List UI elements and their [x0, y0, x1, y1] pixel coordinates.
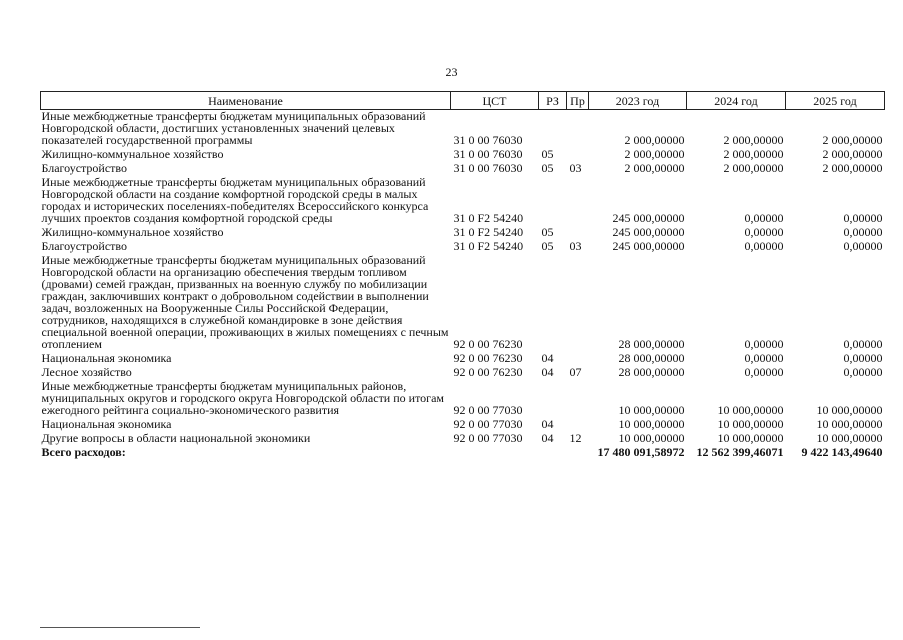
cell-pr [567, 254, 589, 352]
cell-y2023: 2 000,00000 [624, 133, 685, 147]
cell-pr [567, 176, 589, 226]
table-row [41, 418, 885, 432]
cell-name: Иные межбюджетные трансферты бюджетам муниципальных образований Новгородской области на создание комфортной городской среды в малых городах и исторических поселениях-победителях Всероссийского конкурса лучших проектов создания комфортной городской среды [41, 175, 429, 225]
cell-rz: 05 [541, 147, 554, 161]
cell-name: Иные межбюджетные трансферты бюджетам муниципальных образований Новгородской области на организацию обеспечения твердым топливом (дровами) семей граждан, призванных на военную службу по мобилизации граждан, заключивших контракт о добровольном содействии в выполнении задач, возложенных на Вооруженные Силы Российской Федерации, сотрудников, находящихся в служебной командировке в зоне действия специальной военной операции, проживающих в жилых помещениях с печным отоплением [41, 253, 449, 351]
cell-y2025: 0,00000 [843, 365, 883, 379]
cell-y2023: 2 000,00000 [624, 161, 685, 175]
table-row [41, 226, 885, 240]
total-y2025: 9 422 143,49640 [801, 445, 883, 459]
cell-cst: 31 0 F2 54240 [453, 239, 524, 253]
header-rz: РЗ [539, 92, 567, 110]
page-number: 23 [445, 65, 458, 79]
cell-pr [567, 352, 589, 366]
cell-pr: 03 [569, 161, 582, 175]
cell-pr [567, 380, 589, 418]
cell-y2025: 2 000,00000 [822, 133, 883, 147]
cell-y2023: 10 000,00000 [618, 403, 685, 417]
cell-y2025: 2 000,00000 [822, 161, 883, 175]
cell-name: Жилищно-коммунальное хозяйство [41, 225, 224, 239]
cell-y2025: 10 000,00000 [816, 403, 883, 417]
cell-y2024: 10 000,00000 [717, 417, 784, 431]
cell-rz: 05 [541, 239, 554, 253]
cell-y2024: 0,00000 [744, 225, 784, 239]
cell-rz: 04 [541, 431, 554, 445]
cell-y2023: 28 000,00000 [618, 365, 685, 379]
footnote-rule [40, 627, 200, 628]
cell-rz [539, 176, 567, 226]
cell-y2025: 0,00000 [843, 225, 883, 239]
cell-name: Иные межбюджетные трансферты бюджетам муниципальных районов, муниципальных округов и городского округа Новгородской области по итогам ежегодного рейтинга социально-экономического развития [41, 379, 445, 417]
cell-name: Благоустройство [41, 161, 128, 175]
cell-cst: 92 0 00 77030 [453, 403, 523, 417]
table-row [41, 254, 885, 352]
cell-cst: 92 0 00 76230 [453, 351, 523, 365]
cell-rz: 04 [541, 365, 554, 379]
header-2025: 2025 год [786, 92, 885, 110]
cell-y2024: 0,00000 [744, 365, 784, 379]
cell-y2025: 10 000,00000 [816, 431, 883, 445]
cell-rz: 05 [541, 225, 554, 239]
cell-cst: 92 0 00 77030 [453, 417, 523, 431]
cell-y2023: 245 000,00000 [612, 225, 685, 239]
total-label: Всего расходов: [41, 445, 126, 459]
cell-y2024: 0,00000 [744, 211, 784, 225]
header-2024: 2024 год [687, 92, 786, 110]
cell-cst: 31 0 00 76030 [453, 161, 523, 175]
total-row [41, 446, 885, 458]
cell-y2025: 0,00000 [843, 351, 883, 365]
cell-pr [567, 226, 589, 240]
table-header-row [41, 92, 885, 110]
cell-y2023: 28 000,00000 [618, 337, 685, 351]
header-name: Наименование [41, 92, 451, 110]
total-y2023: 17 480 091,58972 [597, 445, 685, 459]
cell-y2024: 2 000,00000 [723, 133, 784, 147]
cell-name: Национальная экономика [41, 351, 172, 365]
cell-rz [539, 110, 567, 149]
cell-pr [567, 418, 589, 432]
cell-name: Иные межбюджетные трансферты бюджетам муниципальных образований Новгородской области, достигших установленных значений целевых показателей государственной программы [41, 109, 426, 147]
table-row [41, 176, 885, 226]
cell-y2024: 0,00000 [744, 337, 784, 351]
table-row [41, 148, 885, 162]
header-2023: 2023 год [589, 92, 687, 110]
cell-rz: 05 [541, 161, 554, 175]
cell-cst: 92 0 00 76230 [453, 365, 523, 379]
cell-rz: 04 [541, 417, 554, 431]
cell-pr: 07 [569, 365, 582, 379]
cell-name: Другие вопросы в области национальной экономики [41, 431, 311, 445]
cell-rz [539, 380, 567, 418]
budget-table [40, 91, 885, 458]
total-y2024: 12 562 399,46071 [696, 445, 784, 459]
table-row [41, 366, 885, 380]
cell-y2025: 2 000,00000 [822, 147, 883, 161]
cell-y2023: 245 000,00000 [612, 211, 685, 225]
cell-y2025: 0,00000 [843, 337, 883, 351]
table-row [41, 110, 885, 149]
table-row [41, 352, 885, 366]
cell-y2025: 10 000,00000 [816, 417, 883, 431]
cell-y2023: 28 000,00000 [618, 351, 685, 365]
cell-y2024: 0,00000 [744, 239, 784, 253]
cell-name: Благоустройство [41, 239, 128, 253]
cell-cst: 31 0 00 76030 [453, 147, 523, 161]
table-row [41, 240, 885, 254]
cell-name: Жилищно-коммунальное хозяйство [41, 147, 224, 161]
header-pr: Пр [567, 92, 589, 110]
cell-pr [567, 148, 589, 162]
cell-y2024: 10 000,00000 [717, 431, 784, 445]
cell-pr: 12 [569, 431, 582, 445]
cell-cst: 92 0 00 77030 [453, 431, 523, 445]
table-row [41, 380, 885, 418]
cell-cst: 31 0 F2 54240 [453, 211, 524, 225]
cell-y2024: 2 000,00000 [723, 161, 784, 175]
table-row [41, 432, 885, 446]
table-row [41, 162, 885, 176]
header-cst: ЦСТ [451, 92, 539, 110]
cell-cst: 31 0 00 76030 [453, 133, 523, 147]
cell-y2024: 10 000,00000 [717, 403, 784, 417]
cell-cst: 92 0 00 76230 [453, 337, 523, 351]
cell-rz [539, 254, 567, 352]
cell-y2024: 2 000,00000 [723, 147, 784, 161]
cell-y2023: 10 000,00000 [618, 431, 685, 445]
cell-y2023: 245 000,00000 [612, 239, 685, 253]
cell-name: Лесное хозяйство [41, 365, 132, 379]
cell-pr: 03 [569, 239, 582, 253]
cell-y2023: 2 000,00000 [624, 147, 685, 161]
cell-pr [567, 110, 589, 149]
cell-y2025: 0,00000 [843, 211, 883, 225]
cell-y2023: 10 000,00000 [618, 417, 685, 431]
cell-rz: 04 [541, 351, 554, 365]
cell-y2025: 0,00000 [843, 239, 883, 253]
cell-cst: 31 0 F2 54240 [453, 225, 524, 239]
cell-y2024: 0,00000 [744, 351, 784, 365]
cell-name: Национальная экономика [41, 417, 172, 431]
